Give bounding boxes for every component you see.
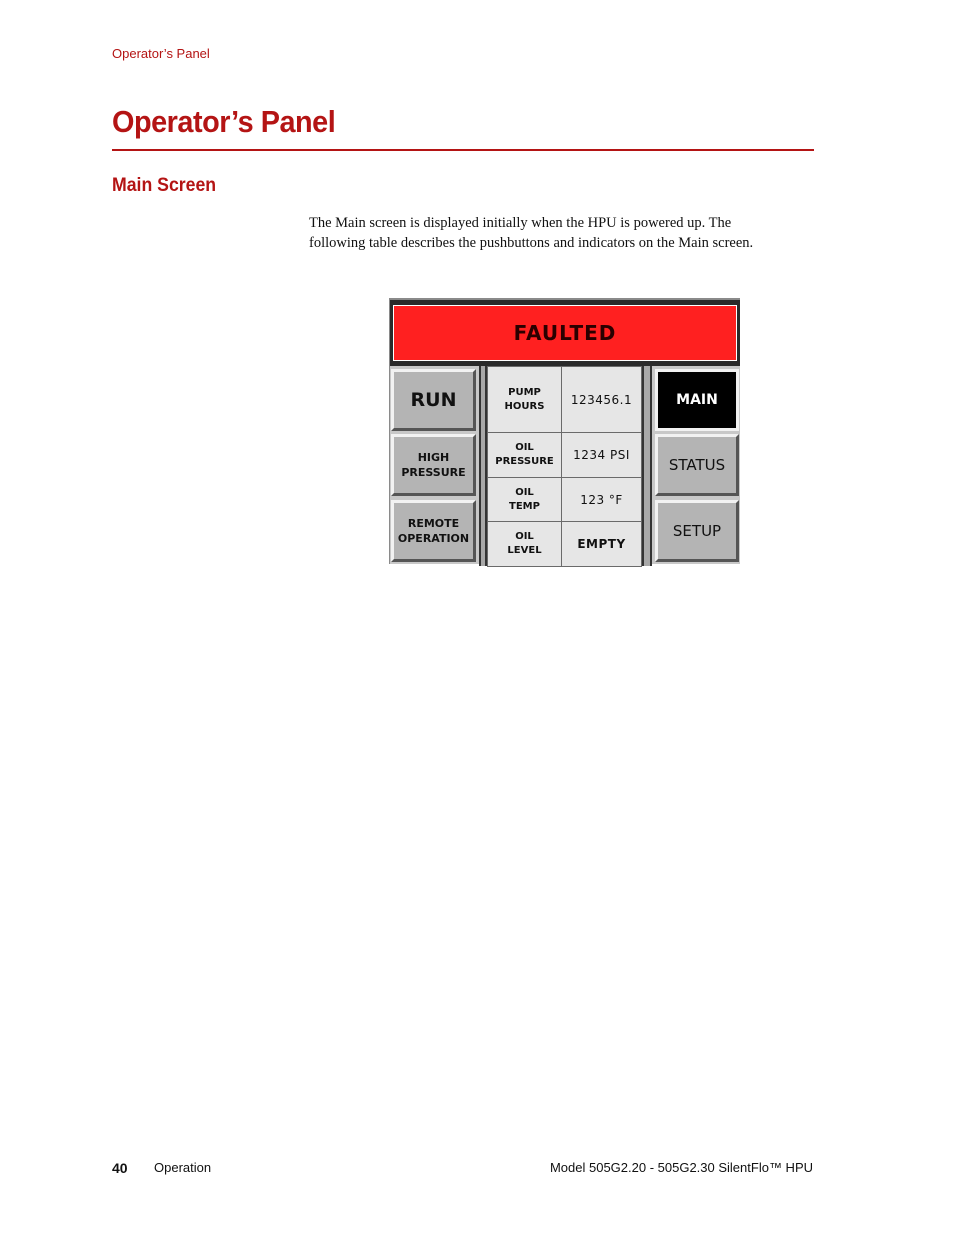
reading-label-line: LEVEL <box>507 545 542 556</box>
pump-hours-value: 123456.1 <box>562 367 642 433</box>
title-rule <box>112 149 814 151</box>
table-row <box>488 522 642 567</box>
body-line: following table describes the pushbuttons and indicators on the Main screen. <box>309 234 754 251</box>
operator-panel-screenshot <box>389 298 740 564</box>
remote-operation-button[interactable] <box>391 500 476 562</box>
reading-label <box>488 433 562 478</box>
reading-label-line: PUMP <box>508 386 541 398</box>
footer-section: Operation <box>154 1160 212 1175</box>
setup-button-label: SETUP <box>672 521 722 540</box>
running-head: Operator’s Panel <box>112 46 210 61</box>
oil-temp-value: 123 °F <box>562 478 642 522</box>
main-button-label: MAIN <box>676 391 718 408</box>
setup-button[interactable] <box>655 500 739 562</box>
body-line: The Main screen is displayed initially when the HPU is powered up. The <box>309 215 732 231</box>
reading-label-line: TEMP <box>509 500 540 512</box>
body-paragraph <box>309 214 809 253</box>
table-row <box>488 367 642 433</box>
main-button[interactable] <box>655 369 739 431</box>
page-title: Operator’s Panel <box>112 104 336 139</box>
table-row <box>488 433 642 478</box>
run-button-label: RUN <box>410 388 457 411</box>
readings-table <box>487 366 642 567</box>
table-row <box>488 478 642 522</box>
reading-label <box>488 478 562 522</box>
status-button-label: STATUS <box>668 455 726 474</box>
status-button[interactable] <box>655 434 739 496</box>
reading-label <box>488 522 562 567</box>
remote-operation-label-line: OPERATION <box>397 532 470 545</box>
footer-model: Model 505G2.20 - 505G2.30 SilentFlo™ HPU <box>549 1160 813 1175</box>
reading-label-line: OIL <box>515 486 534 498</box>
high-pressure-label-line: PRESSURE <box>401 466 466 479</box>
section-heading: Main Screen <box>112 175 217 196</box>
high-pressure-label-line: HIGH <box>417 451 450 464</box>
oil-level-value: EMPTY <box>562 522 642 567</box>
reading-label <box>488 367 562 433</box>
high-pressure-button[interactable] <box>391 434 476 496</box>
oil-pressure-value: 1234 PSI <box>562 433 642 478</box>
faulted-indicator: FAULTED <box>393 305 737 361</box>
remote-operation-label-line: REMOTE <box>407 517 460 530</box>
reading-label-line: OIL <box>515 531 534 542</box>
reading-label-line: OIL <box>515 442 534 453</box>
status-banner <box>390 300 740 366</box>
reading-label-line: PRESSURE <box>495 456 554 467</box>
reading-label-line: HOURS <box>504 400 545 412</box>
run-button[interactable] <box>391 369 476 431</box>
right-divider <box>642 366 652 566</box>
left-divider <box>479 366 487 566</box>
page-number: 40 <box>112 1160 128 1176</box>
